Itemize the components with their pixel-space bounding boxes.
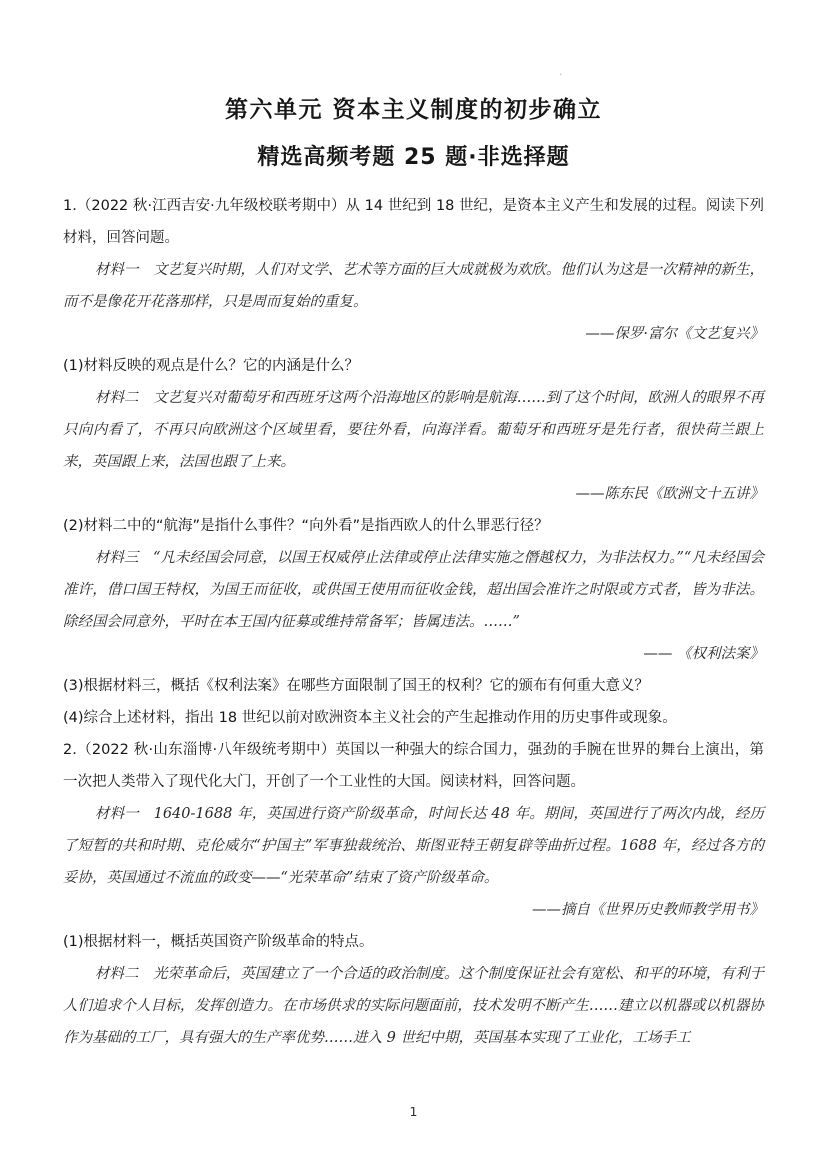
question-1-source-3: —— 《权利法案》 (643, 646, 764, 662)
question-2-source-1: ——摘自《世界历史教师教学用书》 (532, 902, 764, 918)
page-content (63, 94, 764, 1054)
question-1-source-2: ——陈东民《欧洲文十五讲》 (575, 486, 764, 502)
page-subtitle: 精选高频考题 25 题·非选择题 (257, 145, 570, 170)
question-1-material-1: 材料一 文艺复兴时期，人们对文学、艺术等方面的巨大成就极为欢欣。他们认为这是一次精神的新生，而不是像花开花落那样，只是周而复始的重复。 (63, 262, 764, 310)
question-2-material-2: 材料二 光荣革命后，英国建立了一个合适的政治制度。这个制度保证社会有宽松、和平的环境，有利于人们追求个人目标，发挥创造力。在市场供求的实际问题面前，技术发明不断产生……建立以机器或以机器协作为基础的工厂，具有强大的生产率优势……进入 9 世纪中期，英国基本实现了工业化，工场手工 (63, 966, 764, 1046)
question-1-subquestion-4: (4)综合上述材料，指出 18 世纪以前对欧洲资本主义社会的产生起推动作用的历史事件或现象。 (63, 710, 677, 726)
question-1-subquestion-3: (3)根据材料三，概括《权利法案》在哪些方面限制了国王的权利？它的颁布有何重大意义？ (63, 678, 650, 694)
question-1-subquestion-1: (1)材料反映的观点是什么？它的内涵是什么？ (63, 358, 360, 374)
question-1-source-1: ——保罗·富尔《文艺复兴》 (585, 326, 764, 342)
question-2-subquestion-1: (1)根据材料一，概括英国资产阶级革命的特点。 (63, 934, 374, 950)
stray-mark: · (559, 68, 563, 81)
question-2 (63, 734, 764, 1054)
question-1-subquestion-2: (2)材料二中的“航海”是指什么事件？“向外看”是指西欧人的什么罪恶行径？ (63, 518, 549, 534)
question-1-material-2: 材料二 文艺复兴对葡萄牙和西班牙这两个沿海地区的影响是航海……到了这个时间，欧洲人的眼界不再只向内看了，不再只向欧洲这个区域里看，要往外看，向海洋看。葡萄牙和西班牙是先行者，很快荷兰跟上来，英国跟上来，法国也跟了上来。 (63, 390, 764, 470)
page-title: 第六单元 资本主义制度的初步确立 (224, 97, 602, 123)
question-1-material-3: 材料三 “凡未经国会同意，以国王权威停止法律或停止法律实施之僭越权力，为非法权力。”“凡未经国会准许，借口国王特权，为国王而征收，或供国王使用而征收金钱，超出国会准许之时限或方式者，皆为非法。除经国会同意外，平时在本王国内征募或维持常备军；皆属违法。……” (63, 550, 765, 630)
question-1 (63, 190, 764, 734)
question-2-material-1: 材料一 1640-1688 年，英国进行资产阶级革命，时间长达 48 年。期间，英国进行了两次内战，经历了短暂的共和时期、克伦威尔“护国主”军事独裁统治、斯图亚特王朝复辟等曲折过程。1688 年，经过各方的妥协，英国通过不流血的政变——“光荣革命”结束了资产阶级革命。 (63, 806, 764, 886)
page-number: 1 (409, 1104, 418, 1119)
question-1-stem: 1.（2022 秋·江西吉安·九年级校联考期中）从 14 世纪到 18 世纪，是资本主义产生和发展的过程。阅读下列材料，回答问题。 (63, 198, 764, 246)
question-2-stem: 2.（2022 秋·山东淄博·八年级统考期中）英国以一种强大的综合国力，强劲的手腕在世界的舞台上演出，第一次把人类带入了现代化大门，开创了一个工业性的大国。阅读材料，回答问题。 (63, 742, 764, 790)
